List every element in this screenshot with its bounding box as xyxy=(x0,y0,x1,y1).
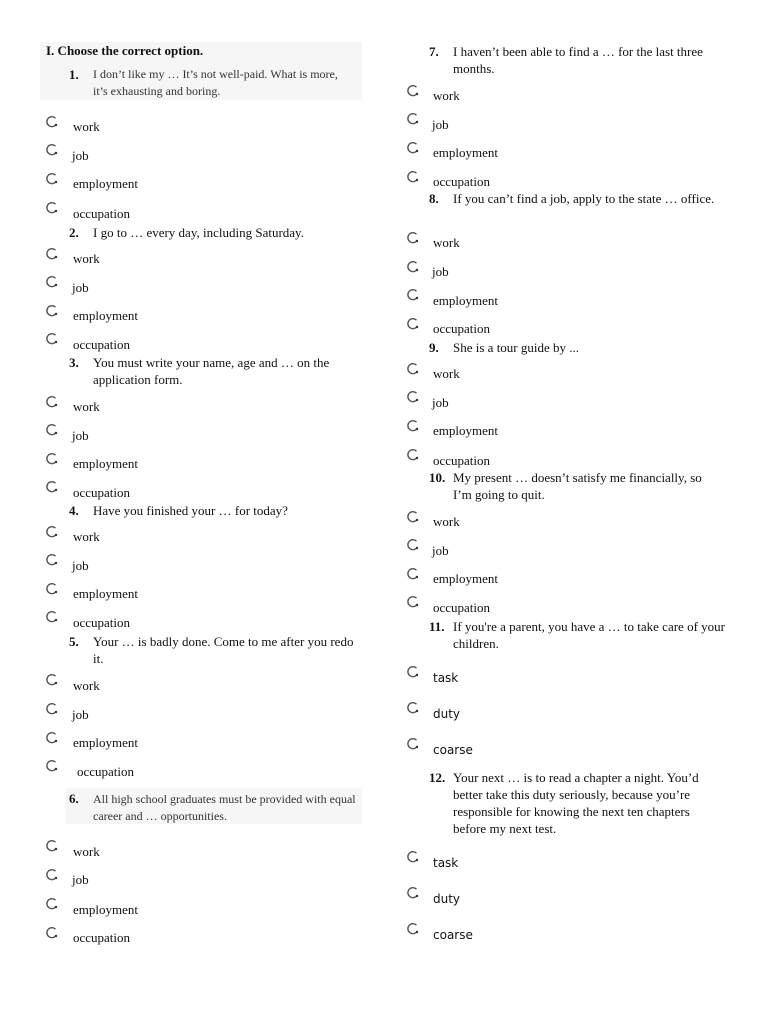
question-number: 8. xyxy=(429,191,439,206)
option-label: occupation xyxy=(73,930,131,945)
option-label: coarse xyxy=(433,928,473,942)
option-label: job xyxy=(72,707,89,722)
option-label: occupation xyxy=(433,453,491,468)
question-text: Your … is badly done. Come to me after you redo it. xyxy=(93,634,354,666)
option-label: task xyxy=(433,856,459,870)
option-label: job xyxy=(432,264,449,279)
question-text: You must write your name, age and … on the application form. xyxy=(93,355,330,387)
radio-option[interactable] xyxy=(406,448,420,462)
radio-option[interactable] xyxy=(45,673,59,687)
question-number: 11. xyxy=(429,619,445,634)
question-number: 7. xyxy=(429,44,439,59)
radio-option[interactable] xyxy=(406,260,420,274)
radio-option[interactable] xyxy=(406,390,420,404)
option-label: occupation xyxy=(433,174,491,189)
option-label: employment xyxy=(73,735,138,750)
radio-option[interactable] xyxy=(406,112,420,126)
radio-option[interactable] xyxy=(45,868,59,882)
radio-option[interactable] xyxy=(45,897,59,911)
question-number: 1. xyxy=(69,67,79,82)
radio-option[interactable] xyxy=(45,332,59,346)
radio-option[interactable] xyxy=(45,553,59,567)
radio-option[interactable] xyxy=(45,143,59,157)
option-label: work xyxy=(73,399,100,414)
option-label: employment xyxy=(433,571,498,586)
radio-option[interactable] xyxy=(45,247,59,261)
radio-option[interactable] xyxy=(406,665,420,679)
radio-option[interactable] xyxy=(45,926,59,940)
question-number: 5. xyxy=(69,634,79,649)
question-number: 9. xyxy=(429,340,439,355)
option-label: job xyxy=(432,395,449,410)
question-text: If you can’t find a job, apply to the state … office. xyxy=(453,191,715,206)
question-number: 10. xyxy=(429,470,446,485)
radio-option[interactable] xyxy=(45,525,59,539)
option-label: employment xyxy=(433,145,498,160)
option-label: job xyxy=(432,117,449,132)
radio-option[interactable] xyxy=(45,304,59,318)
radio-option[interactable] xyxy=(45,275,59,289)
radio-option[interactable] xyxy=(406,317,420,331)
question-number: 2. xyxy=(69,225,79,240)
section-title: I. Choose the correct option. xyxy=(46,43,204,58)
question-text: Your next … is to read a chapter a night. You’d better take this duty seriously, because you’re responsible for knowing the next ten chapters before my next test. xyxy=(453,770,699,836)
radio-option[interactable] xyxy=(406,567,420,581)
radio-option[interactable] xyxy=(406,538,420,552)
radio-option[interactable] xyxy=(406,701,420,715)
question-number: 4. xyxy=(69,503,79,518)
option-label: occupation xyxy=(73,485,131,500)
option-label: occupation xyxy=(73,206,131,221)
option-label: employment xyxy=(433,423,498,438)
option-label: work xyxy=(73,251,100,266)
option-label: occupation xyxy=(433,600,491,615)
radio-option[interactable] xyxy=(406,850,420,864)
radio-option[interactable] xyxy=(406,231,420,245)
radio-option[interactable] xyxy=(45,395,59,409)
option-label: task xyxy=(433,671,459,685)
option-label: employment xyxy=(73,902,138,917)
option-label: job xyxy=(72,280,89,295)
option-label: work xyxy=(433,514,460,529)
question-number: 12. xyxy=(429,770,446,785)
question-text: She is a tour guide by ... xyxy=(453,340,580,355)
question-text: All high school graduates must be provided with equal career and … opportunities. xyxy=(93,792,356,823)
option-label: occupation xyxy=(433,321,491,336)
question-text: I haven’t been able to find a … for the last three months. xyxy=(453,44,703,76)
option-label: job xyxy=(72,872,89,887)
option-label: job xyxy=(72,148,89,163)
radio-option[interactable] xyxy=(406,886,420,900)
option-label: employment xyxy=(73,176,138,191)
option-label: work xyxy=(73,678,100,693)
question-number: 3. xyxy=(69,355,79,370)
option-label: employment xyxy=(433,293,498,308)
radio-option[interactable] xyxy=(406,419,420,433)
question-text: My present … doesn’t satisfy me financially, so I’m going to quit. xyxy=(453,470,702,502)
option-label: job xyxy=(72,428,89,443)
radio-option[interactable] xyxy=(406,362,420,376)
option-label: work xyxy=(433,235,460,250)
question-text: I go to … every day, including Saturday. xyxy=(93,225,304,240)
option-label: employment xyxy=(73,308,138,323)
radio-option[interactable] xyxy=(45,759,59,773)
radio-option[interactable] xyxy=(406,288,420,302)
radio-option[interactable] xyxy=(45,839,59,853)
option-label: occupation xyxy=(77,764,135,779)
radio-option[interactable] xyxy=(406,141,420,155)
option-label: occupation xyxy=(73,337,131,352)
option-label: duty xyxy=(433,892,461,906)
option-label: occupation xyxy=(73,615,131,630)
option-label: work xyxy=(433,88,460,103)
radio-option[interactable] xyxy=(45,115,59,129)
option-label: employment xyxy=(73,456,138,471)
radio-option[interactable] xyxy=(45,731,59,745)
radio-option[interactable] xyxy=(45,702,59,716)
radio-option[interactable] xyxy=(406,84,420,98)
radio-option[interactable] xyxy=(406,595,420,609)
radio-option[interactable] xyxy=(45,452,59,466)
radio-option[interactable] xyxy=(45,172,59,186)
radio-option[interactable] xyxy=(45,582,59,596)
option-label: job xyxy=(72,558,89,573)
radio-option[interactable] xyxy=(406,922,420,936)
radio-option[interactable] xyxy=(45,201,59,215)
radio-option[interactable] xyxy=(45,610,59,624)
option-label: work xyxy=(73,529,100,544)
option-label: duty xyxy=(433,707,461,721)
question-text: I don’t like my … It’s not well-paid. What is more, it’s exhausting and boring. xyxy=(93,67,338,98)
radio-option[interactable] xyxy=(406,170,420,184)
radio-option[interactable] xyxy=(45,480,59,494)
option-label: employment xyxy=(73,586,138,601)
option-label: work xyxy=(73,119,100,134)
option-label: work xyxy=(433,366,460,381)
radio-option[interactable] xyxy=(45,423,59,437)
option-label: job xyxy=(432,543,449,558)
radio-option[interactable] xyxy=(406,510,420,524)
question-text: If you're a parent, you have a … to take care of your children. xyxy=(453,619,725,651)
option-label: work xyxy=(73,844,100,859)
option-label: coarse xyxy=(433,743,473,757)
question-text: Have you finished your … for today? xyxy=(93,503,288,518)
question-number: 6. xyxy=(69,791,79,806)
radio-option[interactable] xyxy=(406,737,420,751)
